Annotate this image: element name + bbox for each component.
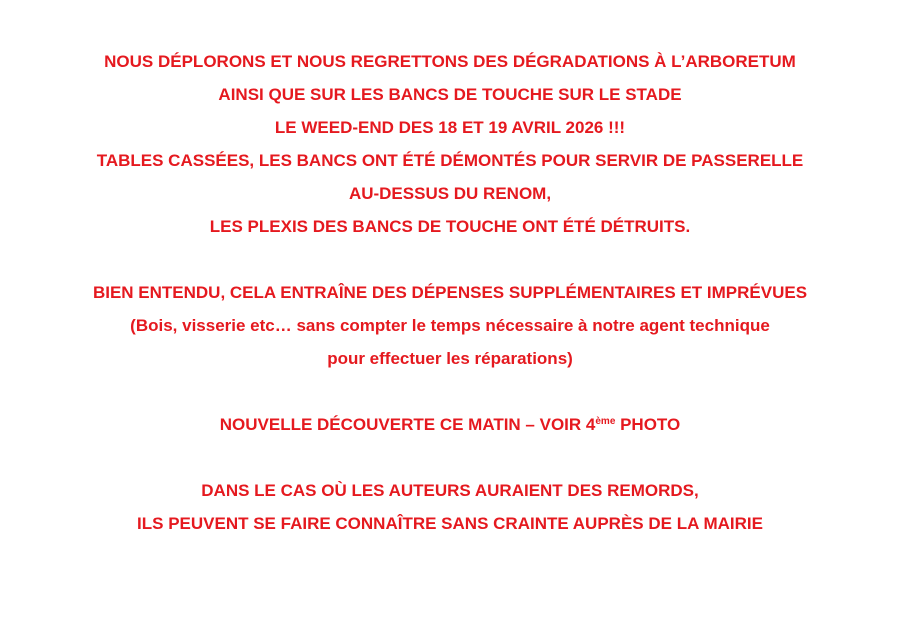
- notice-line: LE WEED-END DES 18 ET 19 AVRIL 2026 !!!: [274, 118, 626, 137]
- notice-line: ILS PEUVENT SE FAIRE CONNAÎTRE SANS CRAINTE AUPRÈS DE LA MAIRIE: [137, 514, 763, 533]
- notice-line: AINSI QUE SUR LES BANCS DE TOUCHE SUR LE STADE: [218, 85, 682, 104]
- paragraph-spacer: [0, 375, 900, 408]
- paragraph-spacer: [0, 441, 900, 474]
- ordinal-suffix: ème: [595, 416, 616, 427]
- discovery-text: NOUVELLE DÉCOUVERTE CE MATIN – VOIR 4: [219, 415, 596, 434]
- notice-line: BIEN ENTENDU, CELA ENTRAÎNE DES DÉPENSES SUPPLÉMENTAIRES ET IMPRÉVUES: [92, 283, 808, 302]
- notice-line: NOUS DÉPLORONS ET NOUS REGRETTONS DES DÉGRADATIONS À L’ARBORETUM: [104, 52, 796, 71]
- paragraph-spacer: [0, 243, 900, 276]
- notice-line: TABLES CASSÉES, LES BANCS ONT ÉTÉ DÉMONTÉS POUR SERVIR DE PASSERELLE: [96, 151, 804, 170]
- notice-line: DANS LE CAS OÙ LES AUTEURS AURAIENT DES REMORDS,: [201, 481, 699, 500]
- discovery-text-end: PHOTO: [615, 415, 681, 434]
- notice-line: AU-DESSUS DU RENOM,: [348, 184, 552, 203]
- discovery-line: [0, 408, 900, 441]
- notice-line: LES PLEXIS DES BANCS DE TOUCHE ONT ÉTÉ DÉTRUITS.: [209, 217, 691, 236]
- notice-line: pour effectuer les réparations): [327, 349, 573, 368]
- notice-line: (Bois, visserie etc… sans compter le temps nécessaire à notre agent technique: [130, 316, 770, 335]
